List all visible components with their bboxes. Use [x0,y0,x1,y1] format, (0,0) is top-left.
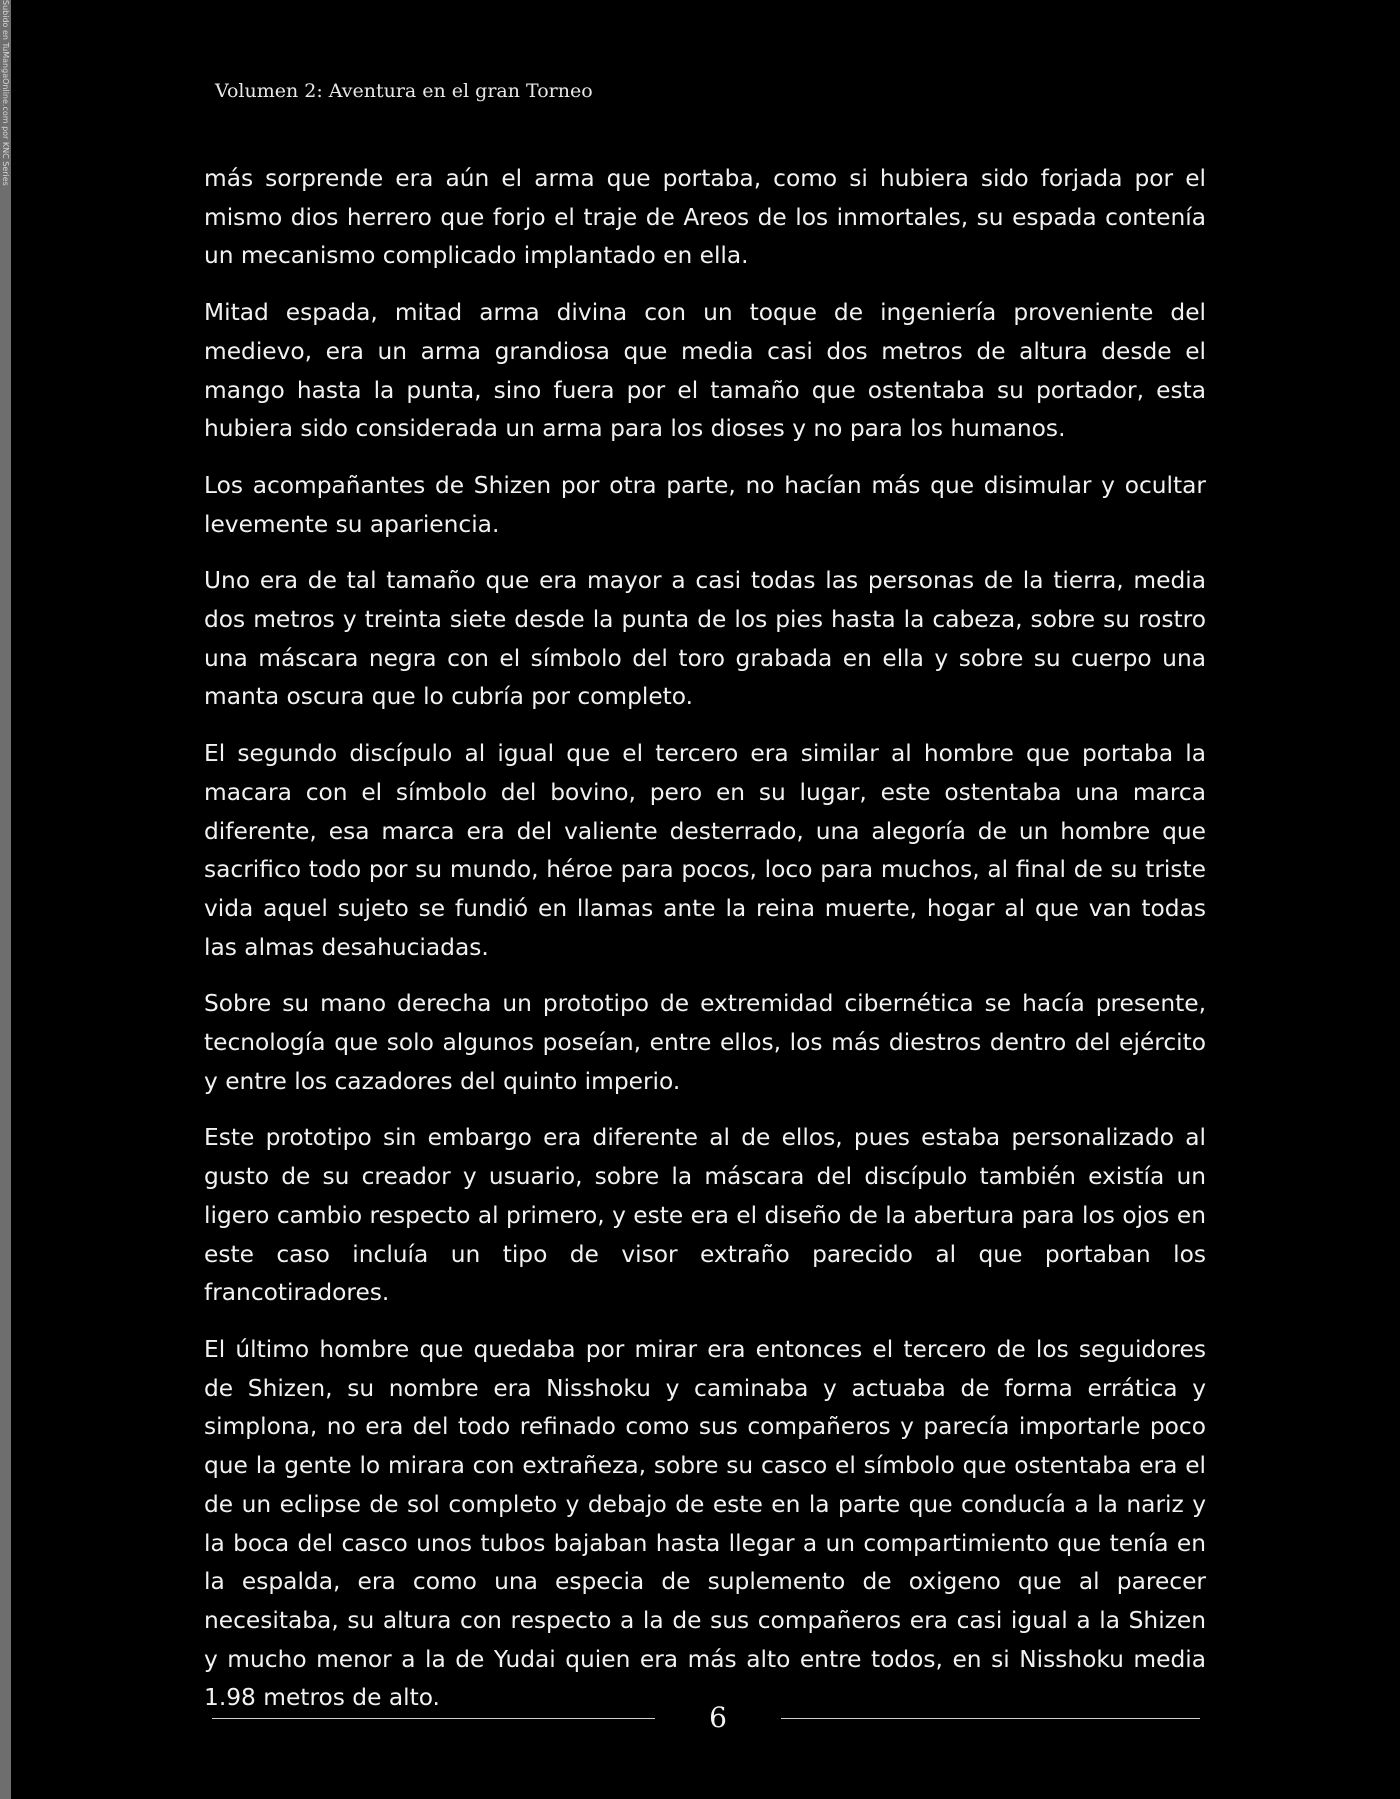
paragraph: Sobre su mano derecha un prototipo de extremidad cibernética se hacía presente, tecnología que solo algunos poseían, entre ellos, los más diestros dentro del ejército y entre los cazadores del quinto imperio. [204,990,1206,1095]
paragraph: Este prototipo sin embargo era diferente al de ellos, pues estaba personalizado al gusto de su creador y usuario, sobre la máscara del discípulo también existía un ligero cambio respecto al primero, y este era el diseño de la abertura para los ojos en este caso incluía un tipo de visor extraño parecido al que portaban los francotiradores. [204,1124,1206,1307]
paragraph: más sorprende era aún el arma que portaba, como si hubiera sido forjada por el mismo dios herrero que forjo el traje de Areos de los inmortales, su espada contenía un mecanismo complicado implantado en ella. [204,165,1206,270]
side-caption: Subido en TuMangaOnline.com por KNC Series [1,0,10,186]
paragraph: Mitad espada, mitad arma divina con un toque de ingeniería proveniente del medievo, era un arma grandiosa que media casi dos metros de altura desde el mango hasta la punta, sino fuera por el tamaño que ostentaba su portador, esta hubiera sido considerada un arma para los dioses y no para los humanos. [204,299,1206,443]
paragraph: Uno era de tal tamaño que era mayor a casi todas las personas de la tierra, media dos metros y treinta siete desde la punta de los pies hasta la cabeza, sobre su rostro una máscara negra con el símbolo del toro grabada en ella y sobre su cuerpo una manta oscura que lo cubría por completo. [204,567,1206,711]
page-footer [212,1700,1200,1740]
footer-rule-left [212,1718,655,1719]
body-text [204,160,1206,1736]
page-number: 6 [709,1701,727,1734]
paragraph: El último hombre que quedaba por mirar era entonces el tercero de los seguidores de Shizen, su nombre era Nisshoku y caminaba y actuaba de forma errática y simplona, no era del todo refinado como sus compañeros y parecía importarle poco que la gente lo mirara con extrañeza, sobre su casco el símbolo que ostentaba era el de un eclipse de sol completo y debajo de este en la parte que conducía a la nariz y la boca del casco unos tubos bajaban hasta llegar a un compartimiento que tenía en la espalda, era como una especia de suplemento de oxigeno que al parecer necesitaba, su altura con respecto a la de sus compañeros era casi igual a la Shizen y mucho menor a la de Yudai quien era más alto entre todos, en si Nisshoku media 1.98 metros de alto. [204,1335,1206,1712]
side-strip [0,0,11,1799]
paragraph: Los acompañantes de Shizen por otra parte, no hacían más que disimular y ocultar levemente su apariencia. [204,471,1206,538]
footer-rule-right [781,1718,1200,1719]
paragraph: El segundo discípulo al igual que el tercero era similar al hombre que portaba la macara con el símbolo del bovino, pero en su lugar, este ostentaba una marca diferente, esa marca era del valiente desterrado, una alegoría de un hombre que sacrifico todo por su mundo, héroe para pocos, loco para muchos, al final de su triste vida aquel sujeto se fundió en llamas ante la reina muerte, hogar al que van todas las almas desahuciadas. [204,740,1206,961]
running-header: Volumen 2: Aventura en el gran Torneo [215,80,593,102]
